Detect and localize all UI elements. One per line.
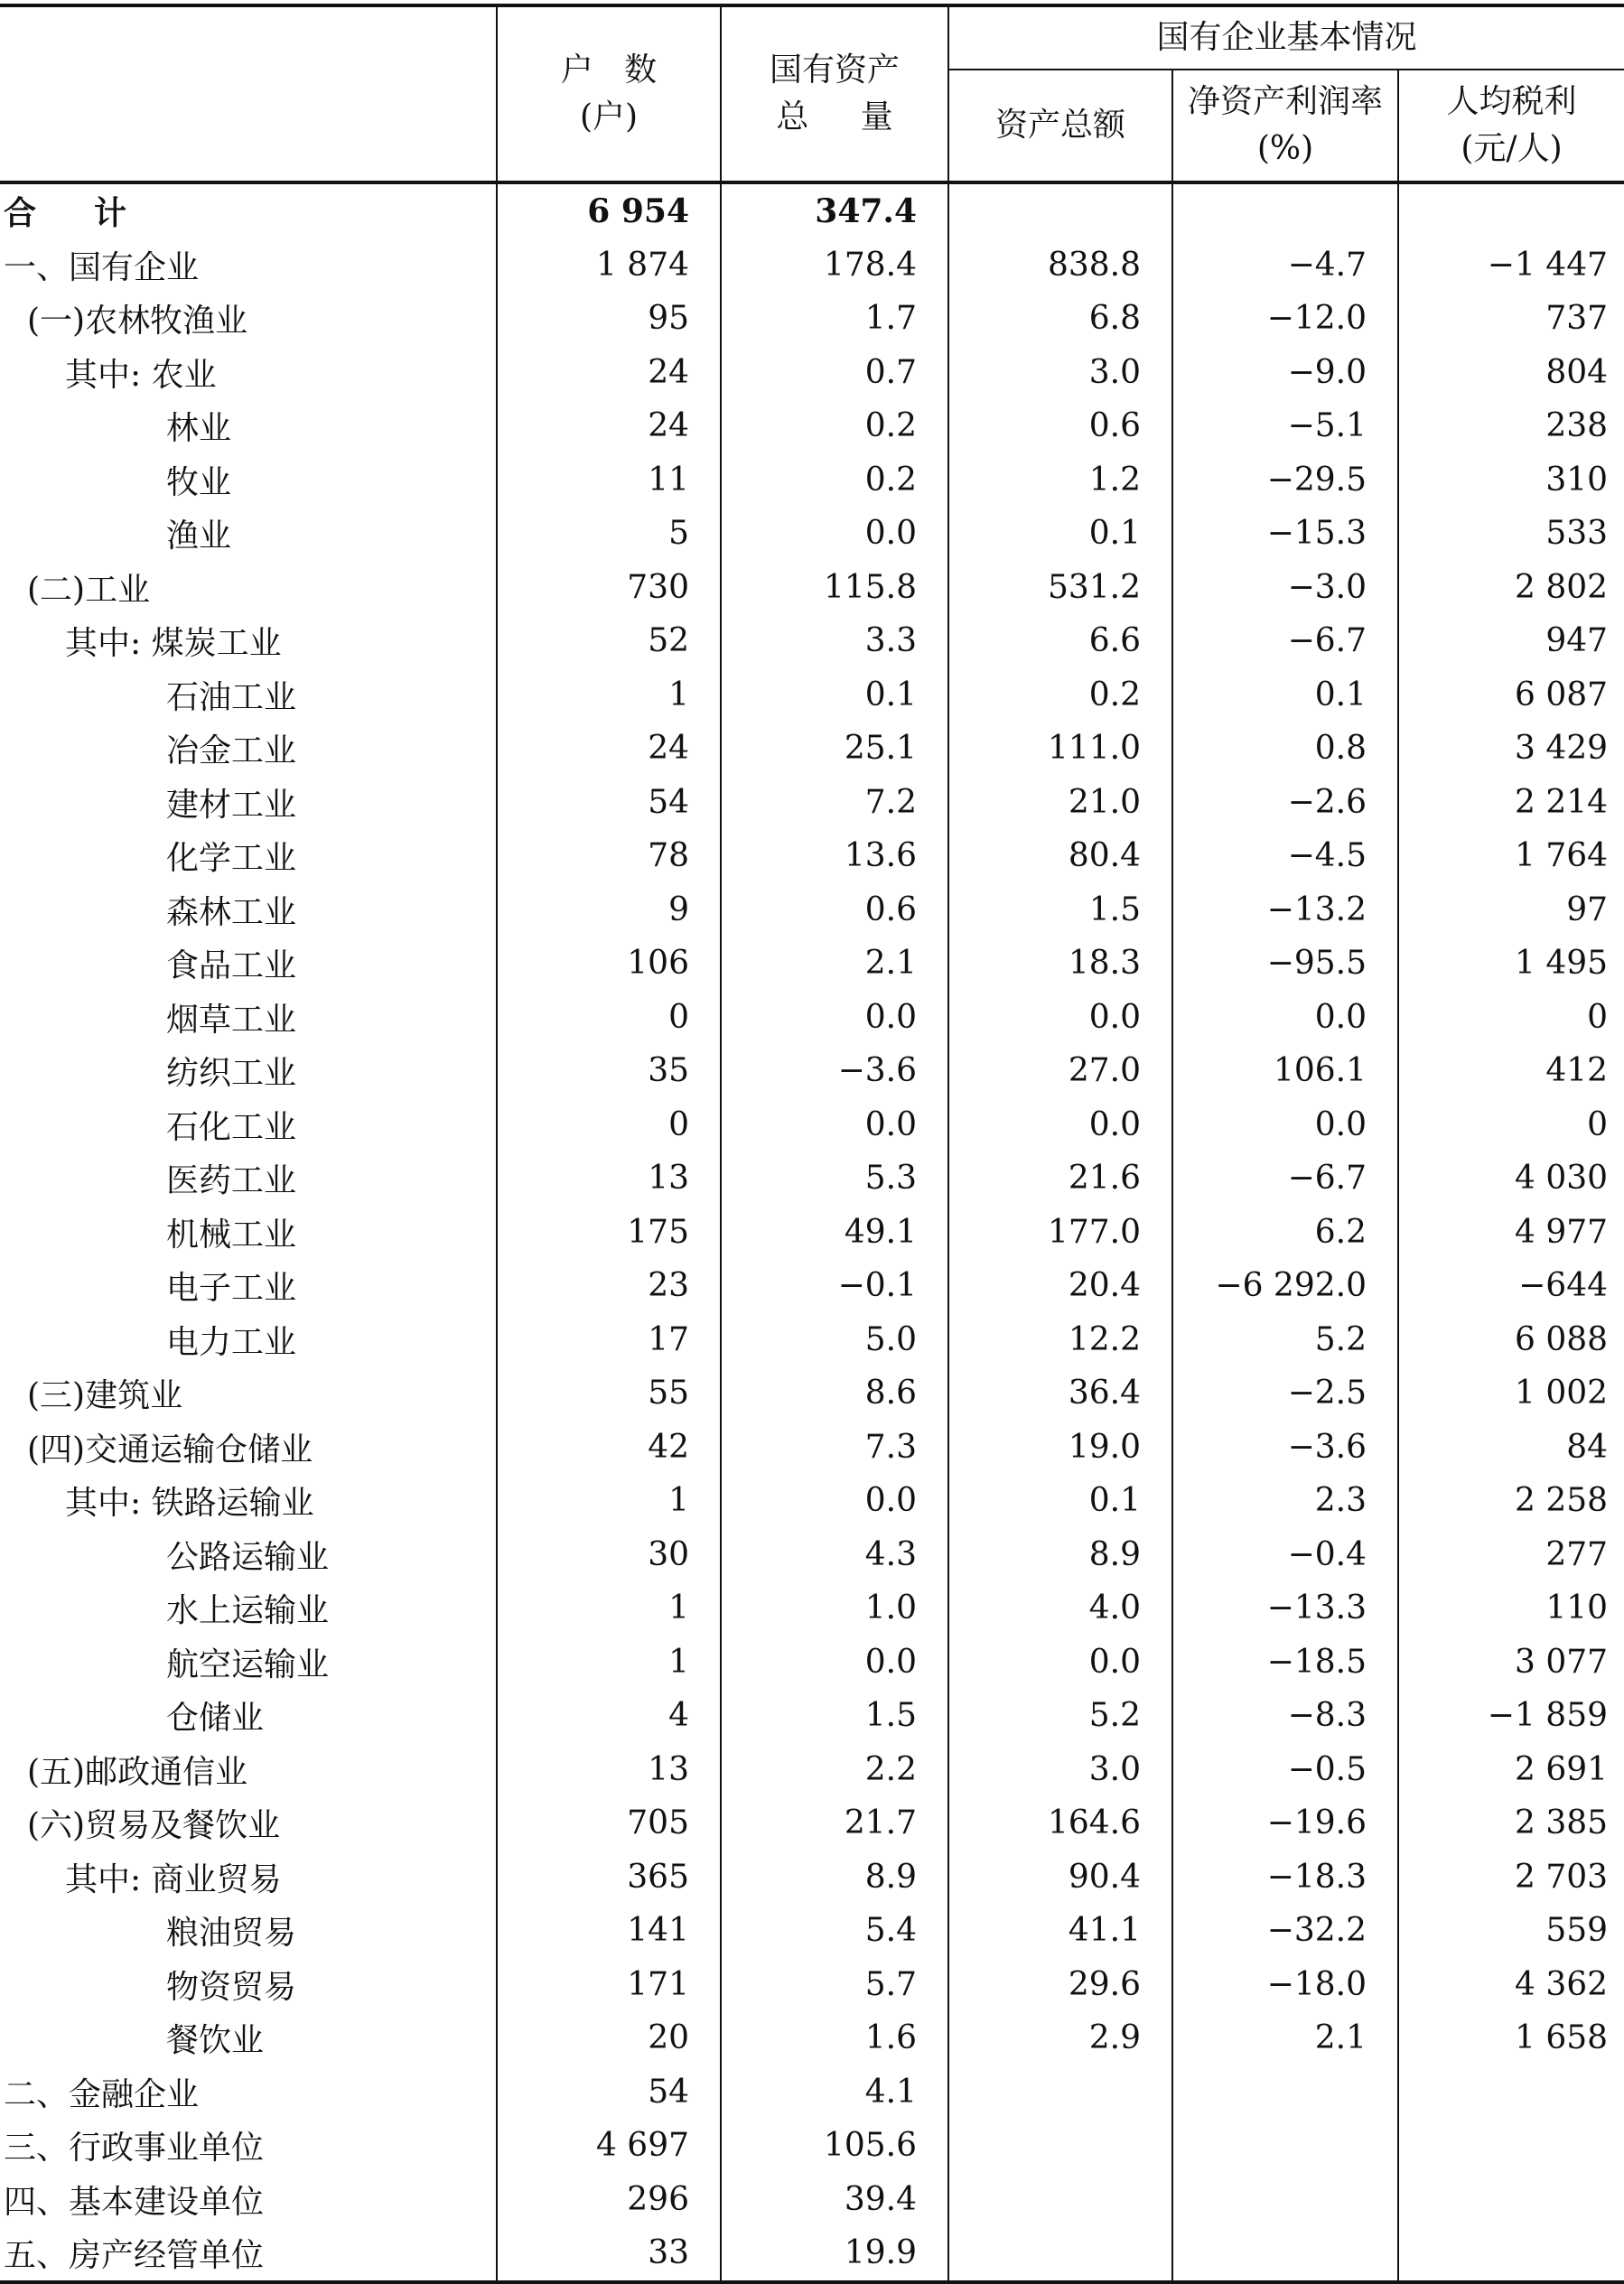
households-cell: 4 697 [497,2119,721,2173]
table-row [0,292,1624,346]
row-label: 食品工业 [166,947,297,985]
state-assets-cell: −0.1 [721,1259,948,1313]
row-label: 石化工业 [166,1108,297,1146]
tax-per-capita-cell: 0 [1398,991,1624,1045]
roe-cell: −4.7 [1172,238,1398,293]
table-row [0,776,1624,830]
tax-per-capita-cell: −1 447 [1398,238,1624,293]
row-label: 仓储业 [166,1700,265,1738]
state-assets-cell: 0.0 [721,507,948,561]
total-assets-cell: 3.0 [948,346,1172,400]
state-assets-cell: 0.0 [721,991,948,1045]
state-assets-cell: 5.3 [721,1151,948,1206]
state-assets-cell: 1.5 [721,1689,948,1743]
roe-cell: −18.5 [1172,1636,1398,1690]
state-assets-cell: 0.2 [721,453,948,508]
households-cell: 106 [497,937,721,991]
households-cell: 1 874 [497,238,721,293]
row-label: 森林工业 [166,893,297,931]
row-label: (四)交通运输仓储业 [27,1431,313,1468]
row-label: 烟草工业 [166,1001,297,1039]
tax-per-capita-cell: 2 385 [1398,1796,1624,1851]
state-assets-cell: 19.9 [721,2226,948,2282]
state-assets-cell: 105.6 [721,2119,948,2173]
row-label: 林业 [166,410,232,448]
row-label: 粮油贸易 [166,1915,297,1953]
tax-per-capita-cell: 310 [1398,453,1624,508]
state-assets-cell: 13.6 [721,829,948,883]
state-assets-cell: 0.0 [721,1098,948,1152]
tax-per-capita-cell: −1 859 [1398,1689,1624,1743]
table-row [0,1528,1624,1582]
state-assets-cell: 39.4 [721,2173,948,2227]
total-assets-cell: 21.6 [948,1151,1172,1206]
tax-per-capita-cell: 0 [1398,1098,1624,1152]
roe-cell: −3.0 [1172,561,1398,615]
table-row [0,2226,1624,2282]
households-cell: 5 [497,507,721,561]
households-cell: 365 [497,1851,721,1905]
tax-per-capita-cell: 1 002 [1398,1366,1624,1421]
state-assets-cell: 0.2 [721,399,948,453]
row-label: 合计 [4,194,185,233]
row-label: (五)邮政通信业 [27,1753,248,1791]
table-row [0,1259,1624,1313]
roe-cell: −6 292.0 [1172,1259,1398,1313]
table-row [0,829,1624,883]
total-assets-cell: 6.6 [948,614,1172,668]
tax-per-capita-cell: 533 [1398,507,1624,561]
total-assets-cell [948,2065,1172,2120]
state-assets-cell: 0.7 [721,346,948,400]
tax-per-capita-cell [1398,2065,1624,2120]
tax-per-capita-cell: 1 658 [1398,2011,1624,2065]
roe-cell: 0.0 [1172,991,1398,1045]
state-assets-header: 国有资产 总 量 [721,5,948,182]
households-cell: 730 [497,561,721,615]
roe-cell [1172,2065,1398,2120]
total-assets-cell: 0.0 [948,1098,1172,1152]
table-row [0,1689,1624,1743]
total-assets-cell: 2.9 [948,2011,1172,2065]
total-assets-cell: 80.4 [948,829,1172,883]
table-row [0,1421,1624,1475]
total-assets-cell: 1.5 [948,883,1172,937]
tax-per-capita-cell: 4 362 [1398,1958,1624,2012]
state-assets-cell: 3.3 [721,614,948,668]
total-assets-cell: 164.6 [948,1796,1172,1851]
tax-per-capita-cell: 559 [1398,1904,1624,1958]
row-label: 四、基本建设单位 [4,2183,265,2221]
row-label: (二)工业 [27,571,151,609]
roe-cell: −13.2 [1172,883,1398,937]
table-row [0,1366,1624,1421]
total-assets-cell [948,182,1172,238]
households-cell: 95 [497,292,721,346]
households-cell: 6 954 [497,182,721,238]
roe-cell: −9.0 [1172,346,1398,400]
households-cell: 1 [497,1474,721,1528]
row-label: 医药工业 [166,1162,297,1200]
tax-per-capita-cell: 84 [1398,1421,1624,1475]
total-assets-cell [948,2226,1172,2282]
total-assets-cell: 19.0 [948,1421,1172,1475]
row-label: 三、行政事业单位 [4,2130,265,2167]
table-row [0,1851,1624,1905]
table-row [0,346,1624,400]
total-assets-cell: 8.9 [948,1528,1172,1582]
households-cell: 30 [497,1528,721,1582]
row-label: (一)农林牧渔业 [27,303,248,340]
state-assets-cell: 5.0 [721,1313,948,1367]
state-assets-cell: 0.0 [721,1474,948,1528]
table-row [0,937,1624,991]
state-assets-cell: 4.3 [721,1528,948,1582]
state-assets-cell: 347.4 [721,182,948,238]
table-row [0,1636,1624,1690]
households-header: 户 数 (户) [497,5,721,182]
state-assets-cell: 49.1 [721,1206,948,1260]
households-cell: 24 [497,722,721,776]
state-assets-cell: 5.7 [721,1958,948,2012]
roe-cell: −6.7 [1172,614,1398,668]
roe-cell: −13.3 [1172,1581,1398,1636]
total-assets-cell: 531.2 [948,561,1172,615]
row-label: (三)建筑业 [27,1377,183,1415]
row-label: 建材工业 [166,786,297,824]
row-label: 一、国有企业 [4,248,200,286]
total-assets-cell: 0.1 [948,1474,1172,1528]
households-cell: 20 [497,2011,721,2065]
state-assets-cell: 4.1 [721,2065,948,2120]
roe-header: 净资产利润率 (%) [1172,70,1398,182]
tax-per-capita-cell: 277 [1398,1528,1624,1582]
state-assets-cell: 0.1 [721,668,948,722]
roe-cell: −6.7 [1172,1151,1398,1206]
table-row [0,883,1624,937]
state-assets-cell: 178.4 [721,238,948,293]
row-label: 其中: 煤炭工业 [65,625,282,663]
row-label: 水上运输业 [166,1592,330,1630]
total-assets-cell: 111.0 [948,722,1172,776]
table-body [0,182,1624,2282]
table-row [0,2173,1624,2227]
roe-cell: −19.6 [1172,1796,1398,1851]
roe-cell: −29.5 [1172,453,1398,508]
row-label: 餐饮业 [166,2022,265,2060]
roe-cell: 6.2 [1172,1206,1398,1260]
state-assets-table [0,4,1624,2284]
tax-per-capita-cell: 2 691 [1398,1743,1624,1797]
households-cell: 0 [497,1098,721,1152]
roe-cell: −3.6 [1172,1421,1398,1475]
row-label: 石油工业 [166,678,297,716]
state-assets-cell: 0.6 [721,883,948,937]
total-assets-cell: 0.2 [948,668,1172,722]
households-cell: 33 [497,2226,721,2282]
roe-cell: 5.2 [1172,1313,1398,1367]
roe-cell: −32.2 [1172,1904,1398,1958]
row-label: 渔业 [166,517,232,555]
total-assets-cell: 21.0 [948,776,1172,830]
households-cell: 54 [497,776,721,830]
tax-per-capita-cell [1398,182,1624,238]
households-cell: 55 [497,1366,721,1421]
state-assets-cell: 7.3 [721,1421,948,1475]
total-assets-cell: 90.4 [948,1851,1172,1905]
households-cell: 4 [497,1689,721,1743]
tax-per-capita-cell: 3 429 [1398,722,1624,776]
row-label: 五、房产经管单位 [0,2226,497,2282]
tax-per-capita-cell: 2 214 [1398,776,1624,830]
tax-per-capita-cell: 737 [1398,292,1624,346]
total-assets-cell: 0.6 [948,399,1172,453]
total-assets-cell: 0.0 [948,991,1172,1045]
row-label: 纺织工业 [166,1055,297,1093]
roe-cell: 106.1 [1172,1044,1398,1098]
table-header [0,5,1624,182]
roe-cell: 0.1 [1172,668,1398,722]
roe-cell [1172,2226,1398,2282]
households-cell: 54 [497,2065,721,2120]
tax-per-capita-cell [1398,2119,1624,2173]
row-label: 牧业 [166,463,232,501]
households-cell: 17 [497,1313,721,1367]
total-assets-cell: 3.0 [948,1743,1172,1797]
table-row [0,1958,1624,2012]
roe-cell: −8.3 [1172,1689,1398,1743]
row-label: 物资贸易 [166,1968,297,2006]
total-assets-cell: 36.4 [948,1366,1172,1421]
total-assets-cell: 5.2 [948,1689,1172,1743]
households-cell: 35 [497,1044,721,1098]
table-row [0,614,1624,668]
row-label: 其中: 商业贸易 [65,1860,282,1898]
row-label: 电子工业 [166,1270,297,1308]
roe-cell: 2.3 [1172,1474,1398,1528]
roe-cell: −2.5 [1172,1366,1398,1421]
tax-per-capita-cell: 1 764 [1398,829,1624,883]
state-assets-cell: 1.6 [721,2011,948,2065]
households-cell: 171 [497,1958,721,2012]
tax-per-capita-cell: −644 [1398,1259,1624,1313]
households-cell: 141 [497,1904,721,1958]
state-assets-cell: −3.6 [721,1044,948,1098]
total-assets-cell: 18.3 [948,937,1172,991]
table-row [0,507,1624,561]
households-cell: 11 [497,453,721,508]
table-row [0,668,1624,722]
table-row [0,2065,1624,2120]
table-row [0,722,1624,776]
households-cell: 705 [497,1796,721,1851]
roe-cell: −5.1 [1172,399,1398,453]
table-row [0,1151,1624,1206]
row-label: 机械工业 [166,1216,297,1254]
tax-per-capita-cell: 2 258 [1398,1474,1624,1528]
households-cell: 24 [497,399,721,453]
households-cell: 52 [497,614,721,668]
state-assets-cell: 1.7 [721,292,948,346]
roe-cell: −2.6 [1172,776,1398,830]
table-row [0,399,1624,453]
state-assets-cell: 25.1 [721,722,948,776]
total-assets-cell: 838.8 [948,238,1172,293]
tax-per-capita-cell: 4 030 [1398,1151,1624,1206]
households-cell: 13 [497,1743,721,1797]
total-assets-cell: 1.2 [948,453,1172,508]
row-label: 二、金融企业 [4,2075,200,2113]
row-label: 公路运输业 [166,1538,330,1576]
tax-per-capita-cell: 3 077 [1398,1636,1624,1690]
roe-cell: 2.1 [1172,2011,1398,2065]
row-label: 其中: 农业 [65,356,217,394]
table-row [0,1044,1624,1098]
total-assets-cell [948,2173,1172,2227]
row-label: (六)贸易及餐饮业 [27,1807,281,1845]
row-label: 其中: 铁路运输业 [65,1485,314,1523]
state-assets-cell: 7.2 [721,776,948,830]
roe-cell: −12.0 [1172,292,1398,346]
households-cell: 24 [497,346,721,400]
total-assets-cell: 6.8 [948,292,1172,346]
table-row [0,2011,1624,2065]
roe-cell: −18.0 [1172,1958,1398,2012]
total-assets-cell: 177.0 [948,1206,1172,1260]
state-assets-cell: 0.0 [721,1636,948,1690]
tax-per-capita-cell: 6 087 [1398,668,1624,722]
tax-per-capita-cell: 412 [1398,1044,1624,1098]
total-assets-cell [948,2119,1172,2173]
households-cell: 1 [497,668,721,722]
tax-per-capita-cell: 110 [1398,1581,1624,1636]
roe-cell: −15.3 [1172,507,1398,561]
tax-per-capita-cell: 6 088 [1398,1313,1624,1367]
tax-per-capita-cell: 4 977 [1398,1206,1624,1260]
total-assets-cell: 0.1 [948,507,1172,561]
households-cell: 1 [497,1636,721,1690]
tax-per-capita-cell: 97 [1398,883,1624,937]
total-assets-cell: 0.0 [948,1636,1172,1690]
table-row [0,1743,1624,1797]
tax-per-capita-cell: 2 802 [1398,561,1624,615]
total-assets-cell: 20.4 [948,1259,1172,1313]
tax-per-capita-header: 人均税利 (元/人) [1398,70,1624,182]
tax-per-capita-cell: 804 [1398,346,1624,400]
table-row [0,1206,1624,1260]
table-row [0,453,1624,508]
households-cell: 23 [497,1259,721,1313]
state-assets-cell: 8.6 [721,1366,948,1421]
roe-cell [1172,2119,1398,2173]
state-assets-cell: 1.0 [721,1581,948,1636]
households-cell: 296 [497,2173,721,2227]
tax-per-capita-cell: 238 [1398,399,1624,453]
table-row [0,2119,1624,2173]
households-cell: 13 [497,1151,721,1206]
state-assets-cell: 115.8 [721,561,948,615]
roe-cell: 0.8 [1172,722,1398,776]
tax-per-capita-cell [1398,2173,1624,2227]
total-assets-cell: 12.2 [948,1313,1172,1367]
table-row [0,1581,1624,1636]
households-cell: 1 [497,1581,721,1636]
table-row [0,991,1624,1045]
total-assets-cell: 29.6 [948,1958,1172,2012]
table-row [0,1313,1624,1367]
total-assets-cell: 4.0 [948,1581,1172,1636]
roe-cell: −0.4 [1172,1528,1398,1582]
table-row [0,238,1624,293]
table-row [0,1904,1624,1958]
households-cell: 78 [497,829,721,883]
table-row [0,1098,1624,1152]
roe-cell: −95.5 [1172,937,1398,991]
households-cell: 42 [497,1421,721,1475]
roe-cell [1172,2173,1398,2227]
total-assets-cell: 41.1 [948,1904,1172,1958]
state-assets-cell: 21.7 [721,1796,948,1851]
row-label: 化学工业 [166,840,297,878]
table-row [0,561,1624,615]
roe-cell: 0.0 [1172,1098,1398,1152]
table-row [0,1474,1624,1528]
state-assets-cell: 5.4 [721,1904,948,1958]
row-label: 冶金工业 [166,732,297,770]
roe-cell: −18.3 [1172,1851,1398,1905]
households-cell: 0 [497,991,721,1045]
roe-cell: −4.5 [1172,829,1398,883]
tax-per-capita-cell: 947 [1398,614,1624,668]
row-label-header [0,5,497,182]
roe-cell: −0.5 [1172,1743,1398,1797]
total-assets-cell: 27.0 [948,1044,1172,1098]
households-cell: 9 [497,883,721,937]
total-assets-header: 资产总额 [948,70,1172,182]
soe-group-header: 国有企业基本情况 [948,5,1624,70]
tax-per-capita-cell: 1 495 [1398,937,1624,991]
roe-cell [1172,182,1398,238]
tax-per-capita-cell [1398,2226,1624,2282]
state-assets-cell: 2.2 [721,1743,948,1797]
row-label: 电力工业 [166,1323,297,1361]
state-assets-cell: 8.9 [721,1851,948,1905]
tax-per-capita-cell: 2 703 [1398,1851,1624,1905]
households-cell: 175 [497,1206,721,1260]
row-label: 航空运输业 [166,1645,330,1683]
table-row [0,1796,1624,1851]
table-row [0,182,1624,238]
state-assets-cell: 2.1 [721,937,948,991]
